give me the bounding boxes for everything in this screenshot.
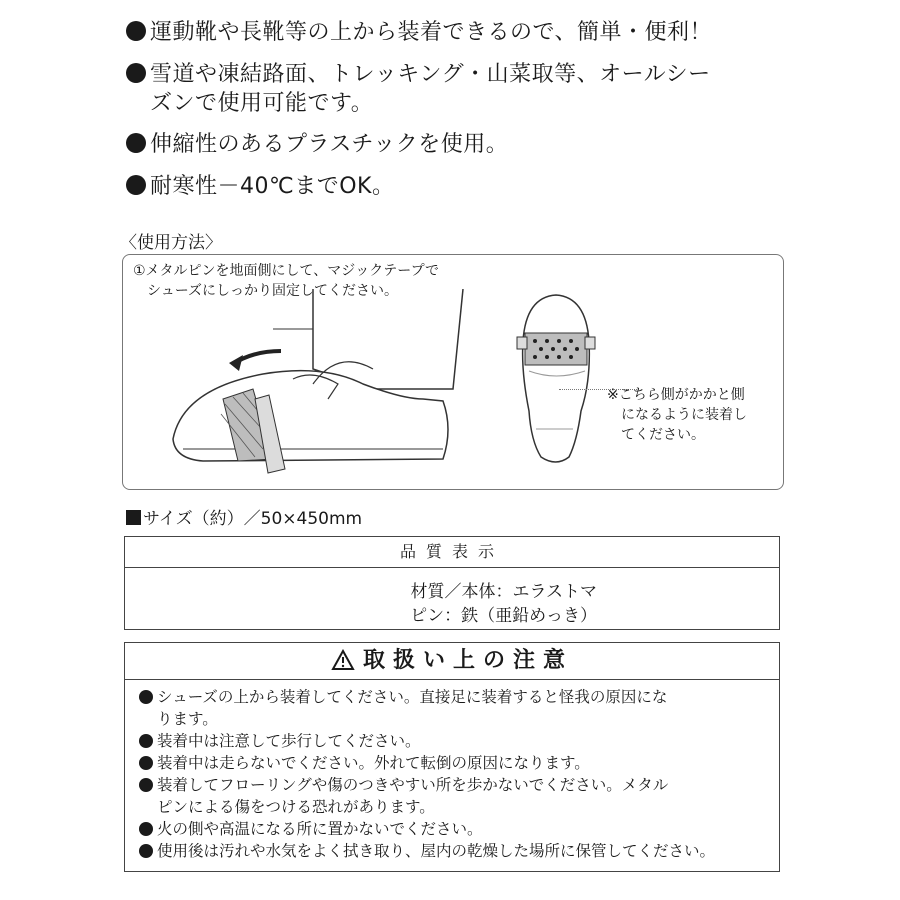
feature-4: 耐寒性－40℃までOK。	[126, 172, 394, 201]
feature-2: 雪道や凍結路面、トレッキング・山菜取等、オールシー ズンで使用可能です。	[126, 60, 711, 118]
bullet-icon	[126, 133, 146, 153]
caution-header: 取扱い上の注意	[125, 643, 779, 680]
caution-item: 装着中は走らないでください。外れて転倒の原因になります。	[139, 752, 779, 774]
bullet-icon	[139, 822, 153, 836]
caution-box	[124, 642, 780, 872]
heel-side-note: ※こちら側がかかと側 になるように装着し てください。	[607, 387, 747, 443]
quality-material-pin: ピン：鉄（亜鉛めっき）	[410, 606, 597, 626]
usage-title: 〈使用方法〉	[120, 233, 222, 253]
feature-3: 伸縮性のあるプラスチックを使用。	[126, 130, 508, 159]
caution-item: 使用後は汚れや水気をよく拭き取り、屋内の乾燥した場所に保管してください。	[139, 840, 779, 862]
warning-icon	[331, 649, 355, 671]
caution-item: シューズの上から装着してください。直接足に装着すると怪我の原因にな ります。	[139, 686, 779, 730]
caution-item: 装着中は注意して歩行してください。	[139, 730, 779, 752]
feature-1: 運動靴や長靴等の上から装着できるので、簡単・便利！	[126, 18, 712, 47]
quality-header: 品質表示	[125, 537, 779, 568]
shoe-side-illustration	[163, 289, 493, 489]
bullet-icon	[126, 175, 146, 195]
bullet-icon	[139, 690, 153, 704]
bullet-icon	[139, 734, 153, 748]
sole-bottom-illustration	[511, 291, 601, 471]
size-info: サイズ（約）／50×450mm	[126, 504, 362, 529]
bullet-icon	[139, 778, 153, 792]
quality-label-box	[124, 536, 780, 630]
square-bullet-icon	[126, 510, 141, 525]
bullet-icon	[126, 63, 146, 83]
bullet-icon	[139, 756, 153, 770]
caution-item: 火の側や高温になる所に置かないでください。	[139, 818, 779, 840]
usage-illustration-box	[122, 254, 784, 490]
quality-material-body: 材質／本体：エラストマ	[410, 582, 597, 602]
bullet-icon	[139, 844, 153, 858]
caution-item: 装着してフローリングや傷のつきやすい所を歩かないでください。メタル ピンによる傷をつける恐れがあります。	[139, 774, 779, 818]
bullet-icon	[126, 21, 146, 41]
usage-step-1: ①メタルピンを地面側にして、マジックテープで シューズにしっかり固定してください。	[133, 263, 439, 299]
